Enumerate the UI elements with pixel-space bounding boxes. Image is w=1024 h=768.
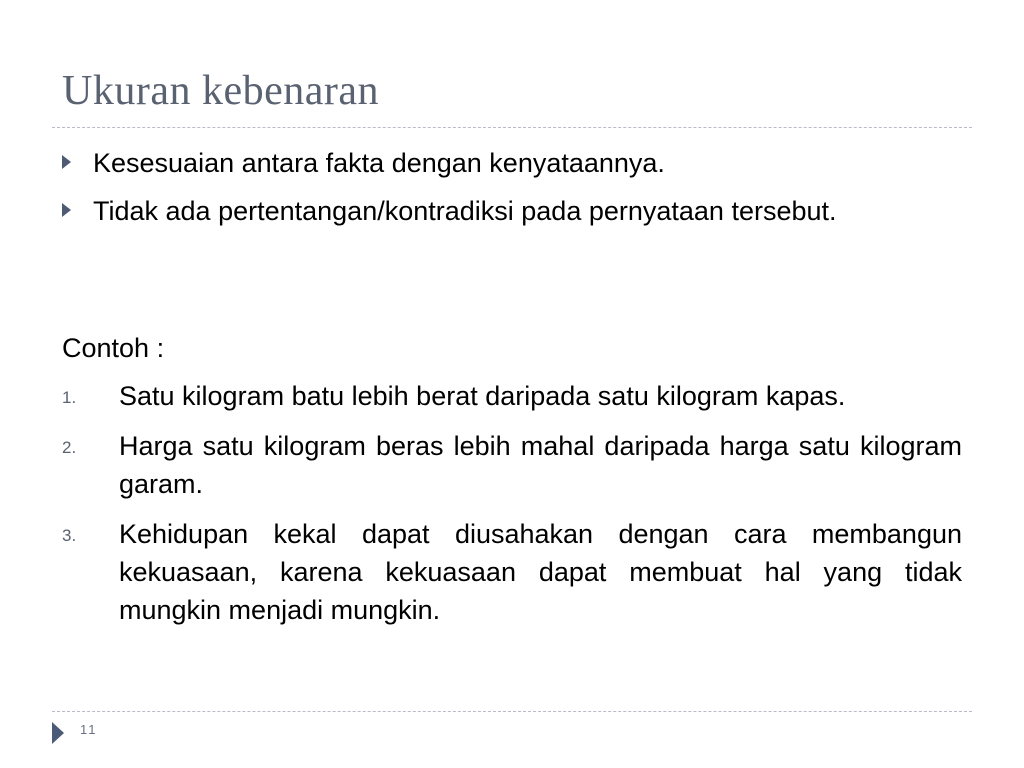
bullet-item [62, 144, 922, 182]
list-number: 3. [62, 526, 77, 545]
bullet-list [62, 144, 922, 240]
bullet-text: Kesesuaian antara fakta dengan kenyataannya. [93, 148, 665, 178]
example-item [62, 515, 962, 629]
slide-title: Ukuran kebenaran [62, 68, 380, 114]
title-divider [52, 127, 972, 128]
example-text: Satu kilogram batu lebih berat daripada satu kilogram kapas. [119, 381, 846, 411]
triangle-right-icon [62, 155, 71, 169]
triangle-right-icon [52, 722, 64, 744]
page-number: 11 [80, 722, 98, 737]
example-item [62, 377, 962, 415]
example-list [62, 377, 962, 641]
example-item [62, 427, 962, 503]
list-number: 2. [62, 438, 77, 457]
bullet-text: Tidak ada pertentangan/kontradiksi pada pernyataan tersebut. [93, 196, 837, 226]
example-text: Harga satu kilogram beras lebih mahal daripada harga satu kilogram garam. [119, 431, 962, 499]
example-heading: Contoh : [62, 333, 165, 363]
footer-divider [52, 711, 972, 712]
list-number: 1. [62, 388, 77, 407]
triangle-right-icon [62, 203, 71, 217]
bullet-item [62, 192, 922, 230]
example-text: Kehidupan kekal dapat diusahakan dengan cara membangun kekuasaan, karena kekuasaan dapat membuat hal yang tidak mungkin menjadi mungkin. [119, 519, 962, 625]
